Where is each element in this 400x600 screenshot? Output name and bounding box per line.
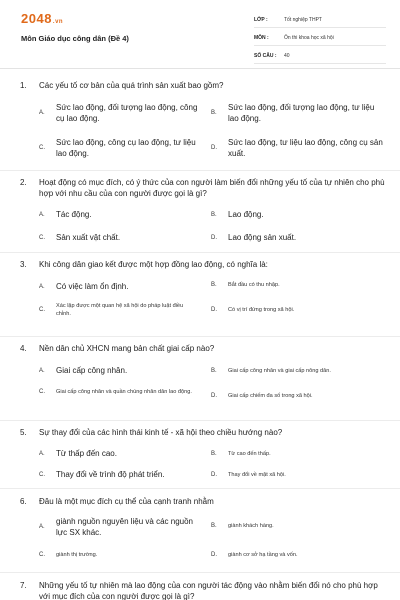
option-a[interactable]	[39, 448, 117, 459]
option-label: A.	[39, 524, 45, 530]
option-d[interactable]	[211, 471, 286, 479]
option-d[interactable]	[211, 137, 386, 159]
option-text: Sức lao động, đối tượng lao động, công cụ lao động.	[56, 103, 198, 123]
option-label: A.	[39, 110, 45, 116]
option-label: C.	[39, 552, 45, 558]
question-text: Sự thay đổi của các hình thái kinh tế - xã hội theo chiều hướng nào?	[39, 428, 283, 437]
option-a[interactable]	[39, 365, 127, 376]
option-label: B.	[211, 368, 217, 374]
option-text: Sản xuất vật chất.	[56, 233, 121, 242]
question-2	[20, 177, 390, 242]
option-label: D.	[211, 307, 217, 313]
question-text: Các yếu tố cơ bản của quá trình sản xuất bao gồm?	[39, 81, 224, 90]
question-number: 1.	[20, 81, 27, 90]
meta-row-count	[254, 50, 386, 64]
meta-panel	[254, 14, 386, 68]
question-title	[20, 343, 390, 354]
option-label: B.	[211, 451, 217, 457]
document-header	[0, 0, 400, 66]
option-c[interactable]	[39, 469, 165, 480]
option-label: B.	[211, 282, 217, 288]
option-c[interactable]	[39, 137, 209, 159]
option-b[interactable]	[211, 209, 264, 220]
question-number: 7.	[20, 581, 27, 590]
option-label: A.	[39, 283, 45, 290]
option-text: Có vị trí đứng trong xã hội.	[228, 307, 295, 313]
option-text: giành cơ sở hạ tầng và vốn.	[228, 552, 298, 558]
question-1	[20, 80, 390, 158]
subject-title: Môn Giáo dục công dân (Đề 4)	[21, 34, 129, 43]
option-b[interactable]	[211, 102, 386, 124]
option-text: Xác lập được một quan hệ xã hội do pháp luật điều chỉnh.	[56, 303, 184, 317]
option-label: B.	[211, 110, 217, 116]
question-title	[20, 80, 390, 91]
question-title	[20, 177, 390, 199]
option-label: C.	[39, 389, 45, 395]
option-text: Sức lao động, công cụ lao động, tư liệu lao động.	[56, 138, 196, 158]
option-label: A.	[39, 211, 45, 218]
meta-row-subject	[254, 32, 386, 46]
question-text: Hoạt động có mục đích, có ý thức của con người làm biến đổi những yếu tố của tự nhiên cho phù hợp với nhu cầu của con người được gọi là gì?	[39, 178, 385, 198]
option-text: Lao động sản xuất.	[228, 233, 297, 242]
option-d[interactable]	[211, 306, 294, 314]
option-a[interactable]	[39, 516, 196, 538]
question-3	[20, 259, 390, 317]
question-title	[20, 259, 390, 270]
question-text: Khi công dân giao kết được một hợp đồng lao động, có nghĩa là:	[39, 260, 268, 269]
option-a[interactable]	[39, 209, 92, 220]
option-c[interactable]	[39, 302, 191, 318]
question-title	[20, 496, 390, 507]
question-title	[20, 580, 390, 600]
option-b[interactable]	[211, 367, 331, 375]
option-b[interactable]	[211, 450, 271, 458]
option-text: Có việc làm ổn định.	[56, 282, 129, 291]
meta-key: MÔN :	[254, 35, 269, 41]
option-d[interactable]	[211, 551, 298, 559]
logo-suffix: .vn	[52, 19, 64, 25]
option-label: B.	[211, 211, 217, 218]
option-b[interactable]	[211, 281, 280, 289]
site-logo[interactable]	[21, 11, 63, 26]
option-text: Thay đổi về mặt xã hội.	[228, 472, 286, 478]
meta-key: LỚP :	[254, 17, 268, 23]
meta-row-class	[254, 14, 386, 28]
option-label: D.	[211, 472, 217, 478]
option-text: giành thị trường.	[56, 552, 98, 558]
question-title	[20, 427, 390, 438]
header-divider	[0, 68, 400, 69]
option-text: Lao động.	[228, 210, 264, 219]
option-a[interactable]	[39, 281, 128, 292]
option-a[interactable]	[39, 102, 209, 124]
option-c[interactable]	[39, 388, 196, 396]
option-label: A.	[39, 450, 45, 457]
option-text: Từ cao đến thấp.	[228, 451, 271, 457]
option-label: D.	[211, 145, 217, 151]
question-divider	[0, 420, 400, 421]
question-number: 5.	[20, 428, 27, 437]
question-number: 6.	[20, 497, 27, 506]
option-label: C.	[39, 307, 45, 313]
option-label: A.	[39, 367, 45, 374]
question-number: 3.	[20, 260, 27, 269]
option-d[interactable]	[211, 232, 296, 243]
question-number: 2.	[20, 178, 27, 187]
question-divider	[0, 488, 400, 489]
option-label: B.	[211, 523, 217, 529]
question-divider	[0, 336, 400, 337]
option-text: Bắt đầu có thu nhập.	[228, 282, 280, 288]
question-4	[20, 343, 390, 399]
question-6	[20, 496, 390, 558]
option-label: D.	[211, 393, 217, 399]
question-divider	[0, 572, 400, 573]
option-label: D.	[211, 552, 217, 558]
option-text: Sức lao động, đối tượng lao động, tư liệu lao động.	[228, 103, 375, 123]
question-divider	[0, 252, 400, 253]
question-7	[20, 580, 390, 600]
logo-text: 2048	[21, 11, 52, 26]
option-label: D.	[211, 234, 217, 241]
question-text: Những yếu tố tự nhiên mà lao động của con người tác động vào nhằm biến đổi nó cho phù hợp với mục đích của con người được gọi là gì?	[39, 581, 378, 600]
option-text: Sức lao động, tư liệu lao động, công cụ sản xuất.	[228, 138, 383, 158]
option-text: giành khách hàng.	[228, 523, 274, 529]
option-d[interactable]	[211, 392, 313, 400]
question-number: 4.	[20, 344, 27, 353]
meta-key: SỐ CÂU :	[254, 53, 277, 59]
meta-value: Ôn thi khoa học xã hội	[284, 35, 334, 41]
option-label: C.	[39, 234, 45, 241]
option-c[interactable]	[39, 232, 120, 243]
option-text: giành nguồn nguyên liệu và các nguồn lực SX khác.	[56, 517, 193, 537]
option-b[interactable]	[211, 522, 274, 530]
question-divider	[0, 170, 400, 171]
option-text: Giai cấp công nhân và quần chúng nhân dân lao động.	[56, 389, 192, 395]
question-text: Đâu là một mục đích cụ thể của cạnh tranh nhằm	[39, 497, 214, 506]
question-text: Nền dân chủ XHCN mang bản chất giai cấp nào?	[39, 344, 215, 353]
option-label: C.	[39, 145, 45, 151]
option-text: Tác động.	[56, 210, 92, 219]
option-text: Từ thấp đến cao.	[56, 449, 117, 458]
question-5	[20, 427, 390, 479]
option-text: Giai cấp chiếm đa số trong xã hội.	[228, 393, 313, 399]
option-label: C.	[39, 471, 45, 478]
meta-value: 40	[284, 53, 290, 59]
meta-value: Tốt nghiệp THPT	[284, 17, 322, 23]
option-text: Thay đổi về trình độ phát triển.	[56, 470, 165, 479]
option-text: Giai cấp công nhân.	[56, 366, 128, 375]
option-text: Giai cấp công nhân và giai cấp nông dân.	[228, 368, 331, 374]
option-c[interactable]	[39, 551, 97, 559]
